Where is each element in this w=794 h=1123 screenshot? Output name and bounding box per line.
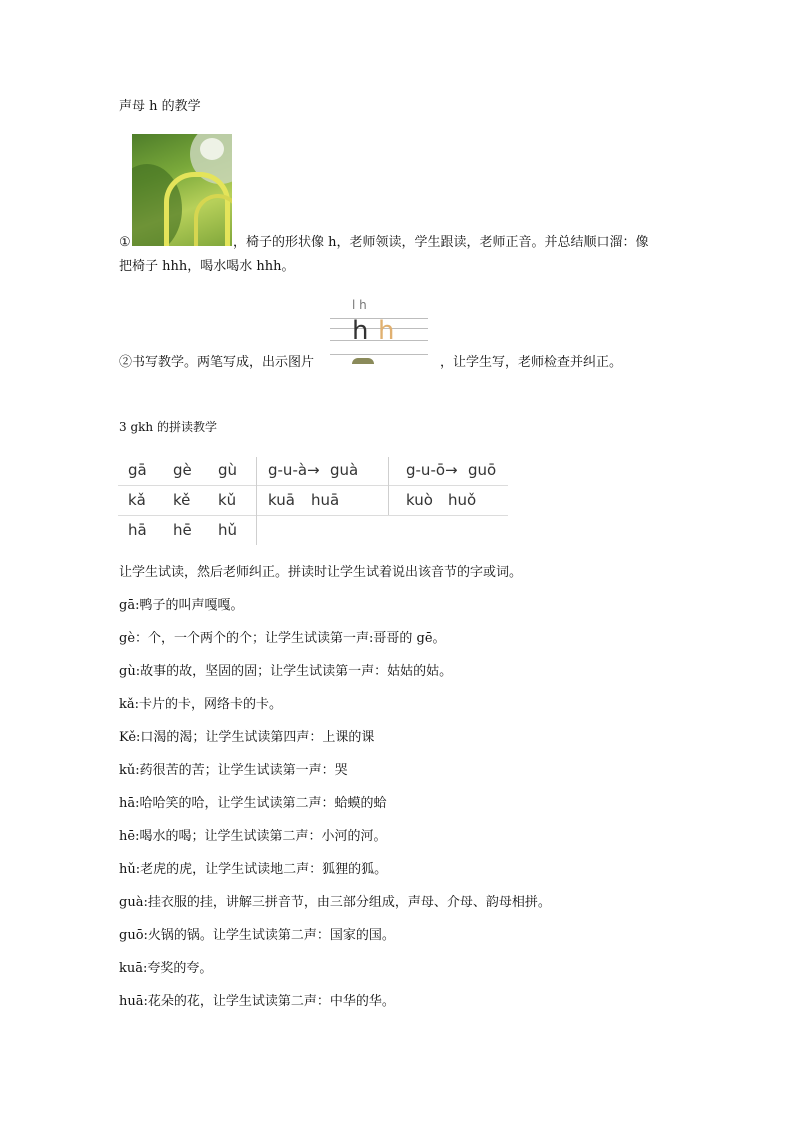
pinyin-cell: hē [173, 521, 192, 539]
body-line: Kě:口渴的渴；让学生试读第四声：上课的课 [119, 730, 375, 745]
body-line: kǔ:药很苦的苦；让学生试读第一声：哭 [119, 763, 348, 778]
body-line: guà:挂衣服的挂，讲解三拼音节，由三部分组成，声母、介母、韵母相拼。 [119, 895, 551, 910]
pinyin-cell: gā [128, 461, 147, 479]
step2-text-continued: ，让学生写，老师检查并纠正。 [440, 355, 623, 370]
body-line: guō:火锅的锅。让学生试读第二声：国家的国。 [119, 928, 395, 943]
grid-stand-decoration [352, 358, 374, 364]
body-line: gù:故事的故，坚固的固；让学生试读第一声：姑姑的姑。 [119, 664, 453, 679]
body-line: hā:哈哈笑的哈，让学生试读第二声：蛤蟆的蛤 [119, 796, 387, 811]
pinyin-cell: kuā [268, 491, 295, 509]
heading-h-teaching: 声母 h 的教学 [119, 99, 201, 114]
pinyin-cell: huā [311, 491, 340, 509]
pinyin-cell: kuò [406, 491, 433, 509]
pinyin-cell: huǒ [448, 491, 477, 509]
body-line: hē:喝水的喝；让学生试读第二声：小河的河。 [119, 829, 387, 844]
pinyin-cell: gè [173, 461, 192, 479]
grid-label: l h [352, 298, 367, 312]
body-line: hǔ:老虎的虎，让学生试读地二声：狐狸的狐。 [119, 862, 388, 877]
pinyin-cell: guō [468, 461, 497, 479]
heading-gkh-teaching: 3 gkh 的拼读教学 [119, 420, 217, 434]
body-line: 让学生试读，然后老师纠正。拼读时让学生试着说出该音节的字或词。 [119, 565, 523, 580]
step2-text: ②书写教学。两笔写成，出示图片 [119, 355, 315, 370]
pinyin-cell: hǔ [218, 521, 238, 539]
pinyin-cell: kě [173, 491, 191, 509]
pinyin-spelling: g-u-ō→ [406, 461, 458, 479]
grid-letter-h-traced: h [378, 316, 395, 346]
pinyin-cell: hā [128, 521, 147, 539]
pinyin-cell: kǔ [218, 491, 237, 509]
step1-text: ，椅子的形状像 h，老师领读，学生跟读，老师正音。并总结顺口溜：像 [233, 235, 649, 250]
grid-letter-h: h [352, 316, 369, 346]
step1-prefix: ① [119, 235, 131, 250]
step1-text-continued: 把椅子 hhh，喝水喝水 hhh。 [119, 259, 295, 274]
body-line: kǎ:卡片的卡，网络卡的卡。 [119, 697, 283, 712]
pinyin-table [118, 455, 510, 547]
pinyin-spelling: g-u-à→ [268, 461, 320, 479]
chair-image [132, 134, 232, 246]
body-line: kuā:夸奖的夸。 [119, 961, 213, 976]
pinyin-cell: guà [330, 461, 359, 479]
pinyin-cell: gù [218, 461, 238, 479]
body-line: gā:鸭子的叫声嘎嘎。 [119, 598, 244, 613]
body-line: gè：个，一个两个的个；让学生试读第一声:哥哥的 gē。 [119, 631, 446, 646]
body-line: huā:花朵的花，让学生试读第二声：中华的华。 [119, 994, 395, 1009]
writing-grid-image [330, 296, 430, 366]
pinyin-cell: kǎ [128, 491, 146, 509]
